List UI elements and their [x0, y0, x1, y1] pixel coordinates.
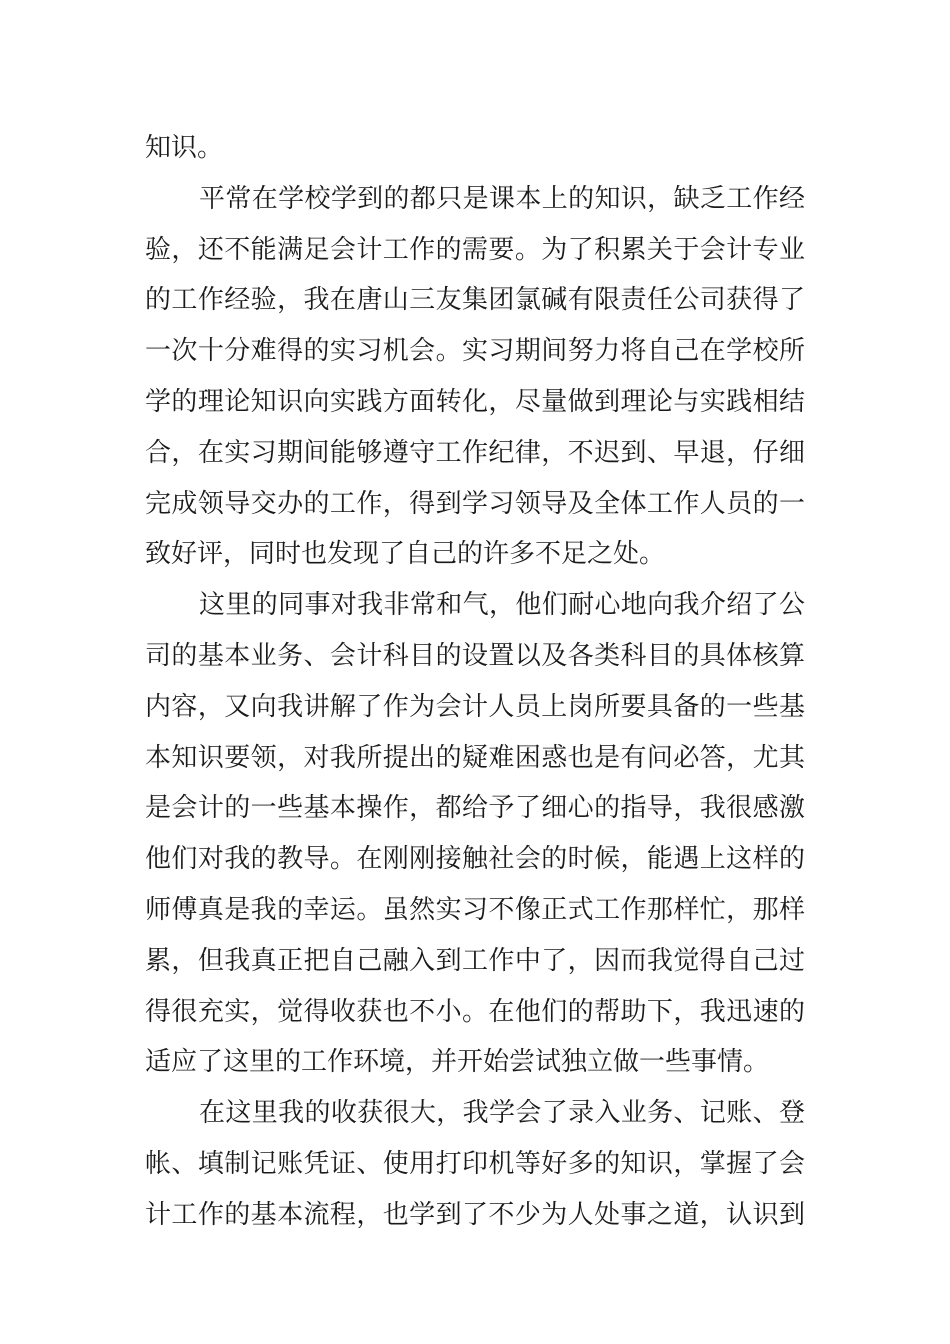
- text-line: 本知识要领，对我所提出的疑难困惑也是有问必答，尤其: [145, 742, 805, 773]
- text-line: 计工作的基本流程，也学到了不少为人处事之道，认识到: [145, 1199, 805, 1230]
- text-line: 学的理论知识向实践方面转化，尽量做到理论与实践相结: [145, 386, 805, 417]
- text-line: 内容，又向我讲解了作为会计人员上岗所要具备的一些基: [145, 691, 805, 722]
- paragraph-first-line: 这里的同事对我非常和气，他们耐心地向我介绍了公: [199, 590, 805, 621]
- text-line: 致好评，同时也发现了自己的许多不足之处。: [145, 539, 666, 570]
- text-line: 知识。: [145, 133, 224, 163]
- text-line: 得很充实，觉得收获也不小。在他们的帮助下，我迅速的: [145, 996, 805, 1027]
- text-line: 司的基本业务、会计科目的设置以及各类科目的具体核算: [145, 640, 805, 671]
- text-line: 师傅真是我的幸运。虽然实习不像正式工作那样忙，那样: [145, 894, 805, 925]
- text-line: 适应了这里的工作环境，并开始尝试独立做一些事情。: [145, 1047, 770, 1078]
- text-line: 验，还不能满足会计工作的需要。为了积累关于会计专业: [145, 234, 805, 265]
- text-line: 一次十分难得的实习机会。实习期间努力将自己在学校所: [145, 336, 805, 367]
- text-line: 合，在实习期间能够遵守工作纪律，不迟到、早退，仔细: [145, 437, 805, 468]
- text-line: 完成领导交办的工作，得到学习领导及全体工作人员的一: [145, 488, 805, 519]
- body-text: [145, 123, 805, 1241]
- paragraph-first-line: 平常在学校学到的都只是课本上的知识，缺乏工作经: [199, 183, 805, 214]
- text-line: 的工作经验，我在唐山三友集团氯碱有限责任公司获得了: [145, 285, 805, 316]
- text-line: 他们对我的教导。在刚刚接触社会的时候，能遇上这样的: [145, 844, 805, 875]
- text-line: 是会计的一些基本操作，都给予了细心的指导，我很感激: [145, 793, 805, 824]
- text-line: 累，但我真正把自己融入到工作中了，因而我觉得自己过: [145, 945, 805, 976]
- text-line: 帐、填制记账凭证、使用打印机等好多的知识，掌握了会: [145, 1148, 805, 1179]
- paragraph-first-line: 在这里我的收获很大，我学会了录入业务、记账、登: [199, 1098, 805, 1129]
